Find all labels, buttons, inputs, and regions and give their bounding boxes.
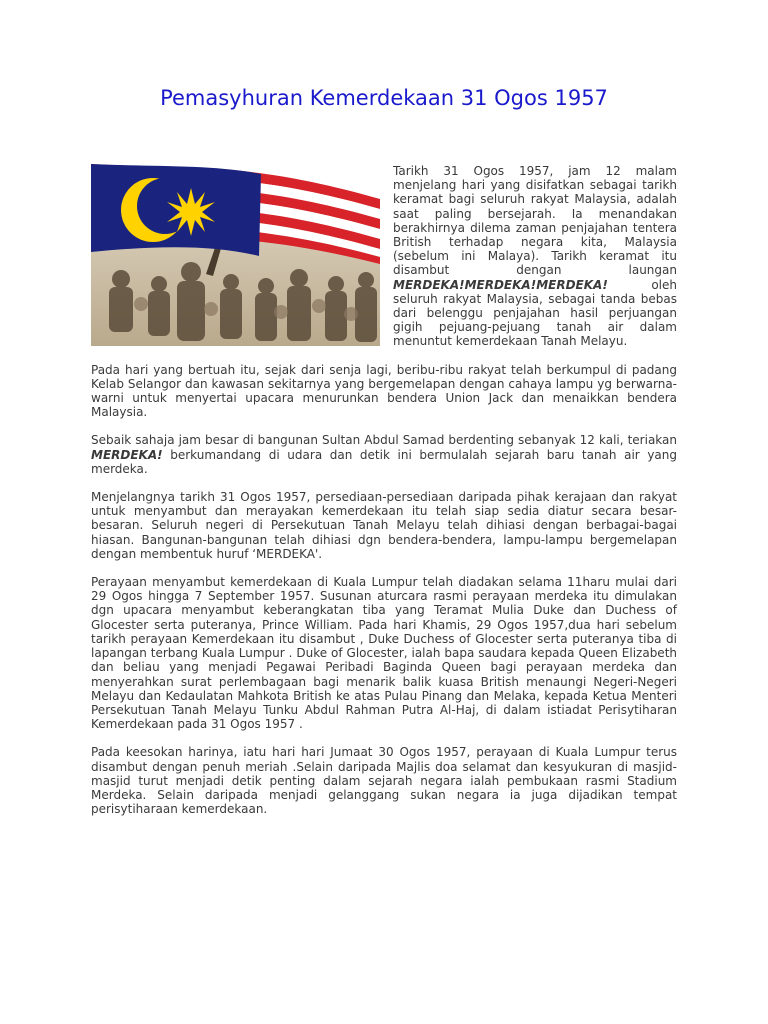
paragraph-6: Pada keesokan harinya, iatu hari hari Jumaat 30 Ogos 1957, perayaan di Kuala Lumpur terus disambut dengan penuh meriah .Selain daripada Majlis doa selamat dan kesyukuran di masjid-masjid turut menjadi detik penting dalam sejarah negara ialah pembukaan rasmi Stadium Merdeka. Selain daripada menjadi gelanggang sukan negara ia juga dijadikan tempat perisytiharaan kemerdekaan. — [91, 745, 677, 817]
paragraph-3-part-1: Sebaik sahaja jam besar di bangunan Sultan Abdul Samad berdenting sebanyak 12 kali, teriakan — [91, 433, 677, 448]
paragraph-3-part-2: berkumandang di udara dan detik ini bermulalah sejarah baru tanah air yang merdeka. — [91, 447, 677, 476]
paragraph-5: Perayaan menyambut kemerdekaan di Kuala Lumpur telah diadakan selama 11haru mulai dari 29 Ogos hingga 7 September 1957. Susunan aturcara rasmi perayaan merdeka itu dimulakan dgn upacara menyambut keberangkatan tiba yang Teramat Mulia Duke dan Duchess of Glocester serta puteranya, Prince William. Pada hari Khamis, 29 Ogos 1957,dua hari sebelum tarikh perayaan Kemerdekaan itu disambut , Duke Duchess of Glocester serta puteranya tiba di lapangan terbang Kuala Lumpur . Duke of Glocester, ialah bapa saudara kepada Queen Elizabeth dan beliau yang menjadi Pegawai Peribadi Baginda Queen bagi perayaan merdeka dan menyerahkan surat perlembagaan bagi menarik balik kuasa British menaungi Negeri-Negeri Melayu dan Kedaulatan Mahkota British ke atas Pulau Pinang dan Melaka, kepada Ketua Menteri Persekutuan Tanah Melayu Tunku Abdul Rahman Putra Al-Haj, di dalam istiadat Perisytiharan Kemerdekaan pada 31 Ogos 1957 . — [91, 575, 677, 732]
flag-photo — [91, 164, 380, 346]
merdeka-emphasis-1: MERDEKA!MERDEKA!MERDEKA! — [393, 277, 608, 292]
page-title: Pemasyhuran Kemerdekaan 31 Ogos 1957 — [160, 86, 608, 110]
flag-photo-illustration — [91, 164, 380, 346]
paragraph-3 — [91, 433, 677, 476]
paragraph-intro-part-1: Tarikh 31 Ogos 1957, jam 12 malam menjelang hari yang disifatkan sebagai tarikh keramat bagi seluruh rakyat Malaysia, adalah saat paling bersejarah. Ia menandakan berakhirnya dilema zaman penjajahan tentera British terhadap negara kita, Malaysia (sebelum ini Malaya). Tarikh keramat itu disambut dengan laungan — [393, 164, 677, 278]
paragraph-4: Menjelangnya tarikh 31 Ogos 1957, persediaan-persediaan daripada pihak kerajaan dan rakyat untuk menyambut dan merayakan kemerdekaan itu telah siap sedia diatur secara besar-besaran. Seluruh negeri di Persekutuan Tanah Melayu telah dihiasi dengan berbagai-bagai hiasan. Bangunan-bangunan telah dihiasi dgn bendera-bendera, lampu-lampu bergemelapan dengan membentuk huruf ‘MERDEKA'. — [91, 490, 677, 561]
merdeka-emphasis-2: MERDEKA! — [91, 447, 163, 462]
paragraph-intro-part-2: oleh seluruh rakyat Malaysia, sebagai tanda bebas dari belenggu penjajahan hasil perjuangan gigih pejuang-pejuang tanah air dalam menuntut kemerdekaan Tanah Melayu. — [393, 277, 677, 349]
paragraph-2: Pada hari yang bertuah itu, sejak dari senja lagi, beribu-ribu rakyat telah berkumpul di padang Kelab Selangor dan kawasan sekitarnya yang bergemelapan dengan cahaya lampu yg berwarna-warni untuk menyertai upacara menurunkan bendera Union Jack dan menaikkan bendera Malaysia. — [91, 362, 677, 420]
document-page — [91, 84, 677, 830]
